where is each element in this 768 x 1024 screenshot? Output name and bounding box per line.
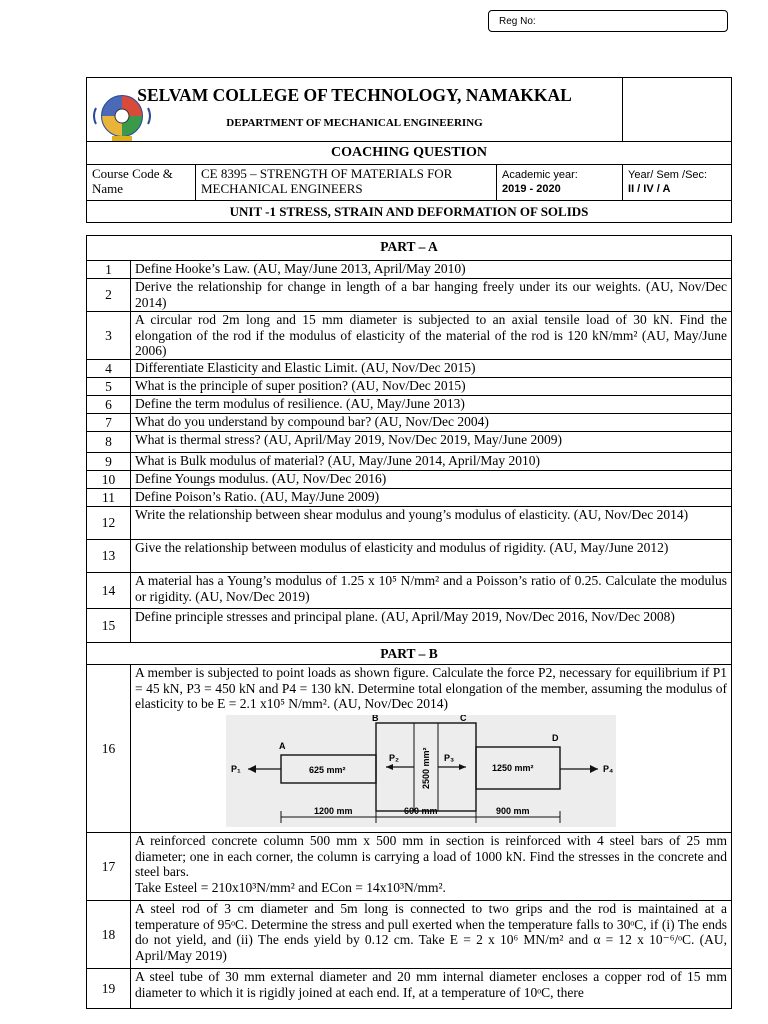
fig-p1: P₁ <box>231 763 241 774</box>
question-18: A steel rod of 3 cm diameter and 5m long is connected to two grips and the rod is maintained at a temperature of 95ᵒC. Determine the stress and pull exerted when the temperature falls to 30ᵒC, if (i) The ends do not yield, and (ii) The ends yield by 0.12 cm. Take E = 2 x 10⁶ MN/m² and α = 12 x 10⁻⁶/ᵒC. (AU, April/May 2019) <box>131 901 732 969</box>
question-13: Give the relationship between modulus of elasticity and modulus of rigidity. (AU, May/June 2012) <box>131 540 732 573</box>
question-15: Define principle stresses and principal plane. (AU, April/May 2019, Nov/Dec 2016, Nov/Dec 2008) <box>131 609 732 643</box>
question-8: What is thermal stress? (AU, April/May 2019, Nov/Dec 2019, May/June 2009) <box>131 432 732 453</box>
course-name: CE 8395 – STRENGTH OF MATERIALS FOR MECHANICAL ENGINEERS <box>196 165 497 201</box>
fig-p4: P₄ <box>603 763 614 774</box>
part-b-title: PART – B <box>87 643 732 665</box>
header-table <box>86 77 732 223</box>
part-a-title: PART – A <box>87 236 732 261</box>
year-sem-cell <box>623 165 732 201</box>
college-logo-icon <box>86 78 160 172</box>
department-name: DEPARTMENT OF MECHANICAL ENGINEERING <box>226 116 483 129</box>
question-17-take: Take Esteel = 210x10³N/mm² and ECon = 14x10³N/mm². <box>135 879 446 895</box>
question-3: A circular rod 2m long and 15 mm diameter is subjected to an axial tensile load of 30 kN. Find the elongation of the rod if the modulus of elasticity of the material of the rod is 120 kN/mm² (AU, May/June 2006) <box>131 312 732 360</box>
college-name: SELVAM COLLEGE OF TECHNOLOGY, NAMAKKAL <box>137 85 572 105</box>
fig-p2: P₂ <box>389 752 400 763</box>
year-sem-value: II / IV / A <box>628 183 671 195</box>
question-1: Define Hooke’s Law. (AU, May/June 2013, April/May 2010) <box>131 261 732 279</box>
academic-year-value: 2019 - 2020 <box>502 183 561 195</box>
year-sem-label: Year/ Sem /Sec: <box>628 169 708 181</box>
question-17: A reinforced concrete column 500 mm x 500 mm in section is reinforced with 4 steel bars of 25 mm diameter; one in each corner, the column is carrying a load of 1000 kN. Find the stresses in the concrete and steel bars. Take Esteel = 210x10³N/mm² and ECon = 14x10³N/mm². <box>131 833 732 901</box>
fig-len-cd: 900 mm <box>496 805 530 816</box>
fig-label-b: B <box>372 714 379 723</box>
fig-label-c: C <box>460 714 467 723</box>
question-6: Define the term modulus of resilience. (AU, May/June 2013) <box>131 396 732 414</box>
reg-no-label: Reg No: <box>499 16 536 27</box>
question-19: A steel tube of 30 mm external diameter and 20 mm internal diameter encloses a copper rod of 15 mm diameter to which it is rigidly joined at each end. If, at a temperature of 10ᵒC, there <box>131 969 732 1009</box>
unit-title: UNIT -1 STRESS, STRAIN AND DEFORMATION OF SOLIDS <box>87 201 732 223</box>
questions-table: PART – A 1 Define Hooke’s Law. (AU, May/June 2013, April/May 2010) 2 Derive the relationship for change in length of a bar hanging freely under its our weights. (AU, Nov/Dec 2014) 3 A circular rod 2m long and 15 mm diameter is subjected to an axial tensile load of 30 kN. Find the elongation of the rod if the modulus of elasticity of the material of the rod is 120 kN/mm² (AU, May/June 2006) 4 Differentiate Elasticity and Elastic Limit. (AU, Nov/Dec 2015) 5 What is the principle of super position? (AU, Nov/Dec 2015) 6 Define the term modulus of resilience. (AU, May/June 2013) 7 What do you understand by compound bar? (AU, Nov/Dec 2004) 8 What is thermal stress? (AU, April/May 2019, Nov/Dec 2019, May/June 2009) 9 What is Bulk modulus of material? (AU, May/June 2014, April/May 2010) 10 Define Youngs modulus. (AU, Nov/Dec 2016) 11 Define Poison’s Ratio. (AU, May/June 2009) 12 Write the relationship between shear modulus and young’s modulus of elasticity. (AU, Nov/Dec 2014) 13 Give the relationship between modulus of elasticity and modulus of rigidity. (AU, May/June 2012) 14 A material has a Young’s modulus of 1.25 x 10⁵ N/mm² and a Poisson’s ratio of 0.25. Calculate the modulus or rigidity. (AU, Nov/Dec 2019) 15 Define principle stresses and principal plane. (AU, April/May 2019, Nov/Dec 2016, Nov/Dec 2008) PART – B 16 A member is subjected to point loads as shown figure. Calculate the force P2, necessary for equilibrium if P1 = 45 kN, P3 = 450 kN and P4 = 130 kN. Determine total elongation of the member, assuming the modulus of elasticity to be E = 2.1 x10⁵ N/mm². (AU, Nov/Dec 2014) P₁ P₄ P₂ P₃ A B C D 625 mm² 1250 mm² 2500 mm² 1200 mm 600 mm 900 mm 17 A reinforced concrete column 500 mm x 500 mm in section is reinforced with 4 steel bars of 25 mm diameter; one in each corner, the column is carrying a load of 1000 kN. Find the stresses in the concrete and steel bars. Take Esteel = 210x10³N/mm² and ECon = 14x10³N/mm². 18 A steel rod of 3 cm diameter and 5m long is connected to two grips and the rod is maintained at a temperature of 95ᵒC. Determine the stress and pull exerted when the temperature falls to 30ᵒC, if (i) The ends do not yield, and (ii) The ends yield by 0.12 cm. Take E = 2 x 10⁶ MN/m² and α = 12 x 10⁻⁶/ᵒC. (AU, April/May 2019) 19 A steel tube of 30 mm external diameter and 20 mm internal diameter encloses a copper rod of 15 mm diameter to which it is rigidly joined at each end. If, at a temperature of 10ᵒC, there <box>86 235 732 1009</box>
course-code-label: Course Code & Name <box>87 165 196 201</box>
question-16: A member is subjected to point loads as shown figure. Calculate the force P2, necessary for equilibrium if P1 = 45 kN, P3 = 450 kN and P4 = 130 kN. Determine total elongation of the member, assuming the modulus of elasticity to be E = 2.1 x10⁵ N/mm². (AU, Nov/Dec 2014) P₁ P₄ P₂ P₃ A B C D 625 mm² 1250 mm² 2500 mm² 1200 mm 600 mm 900 mm <box>131 665 732 833</box>
question-4: Differentiate Elasticity and Elastic Limit. (AU, Nov/Dec 2015) <box>131 360 732 378</box>
coaching-title: COACHING QUESTION <box>87 142 732 165</box>
college-cell <box>87 78 623 142</box>
question-2: Derive the relationship for change in length of a bar hanging freely under its our weights. (AU, Nov/Dec 2014) <box>131 279 732 312</box>
question-14: A material has a Young’s modulus of 1.25 x 10⁵ N/mm² and a Poisson’s ratio of 0.25. Calculate the modulus or rigidity. (AU, Nov/Dec 2019) <box>131 573 732 609</box>
academic-year-label: Academic year: <box>502 169 578 181</box>
question-9: What is Bulk modulus of material? (AU, May/June 2014, April/May 2010) <box>131 453 732 471</box>
question-7: What do you understand by compound bar? (AU, Nov/Dec 2004) <box>131 414 732 432</box>
question-11: Define Poison’s Ratio. (AU, May/June 2009) <box>131 489 732 507</box>
academic-year-cell <box>497 165 623 201</box>
reg-no-box <box>488 10 728 32</box>
fig-area-bc: 2500 mm² <box>421 746 431 789</box>
member-load-figure <box>226 715 616 827</box>
fig-label-a: A <box>279 740 286 751</box>
fig-p3: P₃ <box>444 752 455 763</box>
fig-area-ab: 625 mm² <box>309 764 346 775</box>
fig-label-d: D <box>552 732 559 743</box>
fig-len-bc: 600 mm <box>404 805 438 816</box>
question-12: Write the relationship between shear modulus and young’s modulus of elasticity. (AU, Nov/Dec 2014) <box>131 507 732 540</box>
fig-area-cd: 1250 mm² <box>492 762 534 773</box>
question-10: Define Youngs modulus. (AU, Nov/Dec 2016) <box>131 471 732 489</box>
question-5: What is the principle of super position? (AU, Nov/Dec 2015) <box>131 378 732 396</box>
fig-len-ab: 1200 mm <box>314 805 353 816</box>
